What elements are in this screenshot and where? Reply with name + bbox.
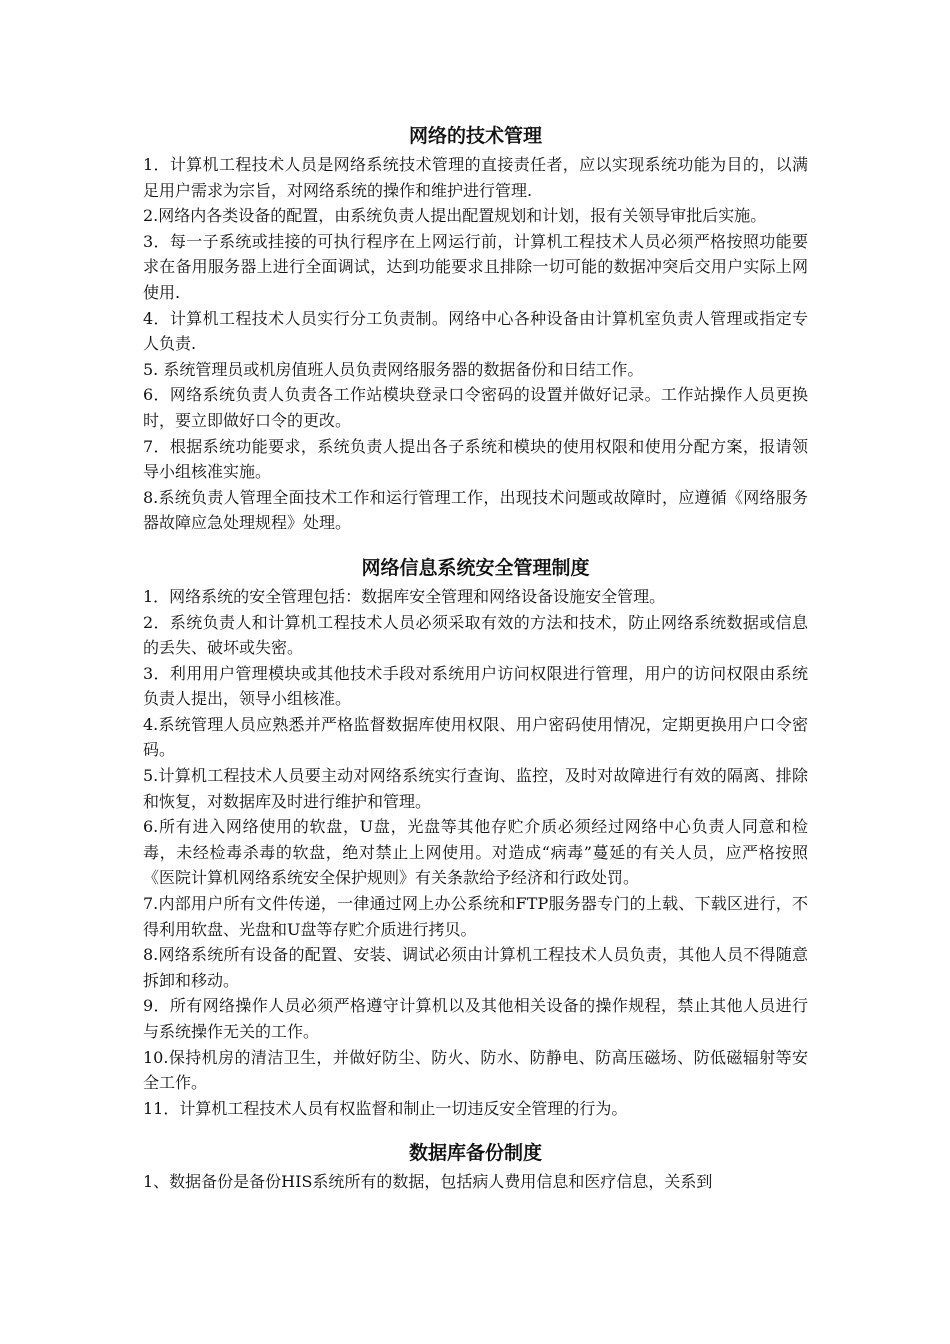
section-network-info-security xyxy=(143,552,808,1121)
paragraph: 3．利用用户管理模块或其他技术手段对系统用户访问权限进行管理，用户的访问权限由系统负责人提出，领导小组核准。 xyxy=(143,663,808,709)
paragraph: 1．网络系统的安全管理包括：数据库安全管理和网络设备设施安全管理。 xyxy=(143,586,666,606)
paragraph: 7．根据系统功能要求，系统负责人提出各子系统和模块的使用权限和使用分配方案，报请领导小组核准实施。 xyxy=(143,436,808,482)
section-network-tech-management xyxy=(143,120,808,536)
paragraph: 2．系统负责人和计算机工程技术人员必须采取有效的方法和技术，防止网络系统数据或信息的丢失、破坏或失密。 xyxy=(143,612,808,658)
paragraph: 3．每一子系统或挂接的可执行程序在上网运行前，计算机工程技术人员必须严格按照功能要求在备用服务器上进行全面调试，达到功能要求且排除一切可能的数据冲突后交用户实际上网使用. xyxy=(143,231,808,302)
paragraph: 1．计算机工程技术人员是网络系统技术管理的直接责任者，应以实现系统功能为目的，以满足用户需求为宗旨，对网络系统的操作和维护进行管理. xyxy=(143,155,808,200)
paragraph: 5.计算机工程技术人员要主动对网络系统实行查询、监控，及时对故障进行有效的隔离、排除和恢复，对数据库及时进行维护和管理。 xyxy=(143,766,808,811)
section-database-backup xyxy=(143,1137,808,1195)
paragraph: 10.保持机房的清洁卫生，并做好防尘、防火、防水、防静电、防高压磁场、防低磁辐射等安全工作。 xyxy=(143,1047,808,1093)
paragraph: 4.系统管理人员应熟悉并严格监督数据库使用权限、用户密码使用情况，定期更换用户口令密码。 xyxy=(143,714,808,760)
section-title: 数据库备份制度 xyxy=(408,1142,542,1165)
section-title: 网络信息系统安全管理制度 xyxy=(361,556,590,579)
paragraph: 1、数据备份是备份HIS系统所有的数据，包括病人费用信息和医疗信息，关系到 xyxy=(143,1172,713,1192)
document-page xyxy=(143,120,808,1211)
paragraph: 5. 系统管理员或机房值班人员负责网络服务器的数据备份和日结工作。 xyxy=(143,359,644,379)
paragraph: 6.所有进入网络使用的软盘，U盘，光盘等其他存贮介质必须经过网络中心负责人同意和检毒，未经检毒杀毒的软盘，绝对禁止上网使用。对造成“病毒”蔓延的有关人员，应严格按照《医院计算机网络系统安全保护规则》有关条款给予经济和行政处罚。 xyxy=(143,817,808,888)
paragraph: 6．网络系统负责人负责各工作站模块登录口令密码的设置并做好记录。工作站操作人员更换时，要立即做好口令的更改。 xyxy=(143,385,808,430)
paragraph: 11．计算机工程技术人员有权监督和制止一切违反安全管理的行为。 xyxy=(143,1098,628,1118)
paragraph: 8.网络系统所有设备的配置、安装、调试必须由计算机工程技术人员负责，其他人员不得随意拆卸和移动。 xyxy=(143,945,808,990)
section-title: 网络的技术管理 xyxy=(408,125,542,147)
paragraph: 8.系统负责人管理全面技术工作和运行管理工作，出现技术问题或故障时，应遵循《网络服务器故障应急处理规程》处理。 xyxy=(143,487,808,533)
paragraph: 2.网络内各类设备的配置，由系统负责人提出配置规划和计划，报有关领导审批后实施。 xyxy=(143,206,767,226)
paragraph: 9．所有网络操作人员必须严格遵守计算机以及其他相关设备的操作规程，禁止其他人员进行与系统操作无关的工作。 xyxy=(143,996,808,1041)
paragraph: 7.内部用户所有文件传递，一律通过网上办公系统和FTP服务器专门的上载、下载区进行，不得利用软盘、光盘和U盘等存贮介质进行拷贝。 xyxy=(143,894,808,939)
paragraph: 4．计算机工程技术人员实行分工负责制。网络中心各种设备由计算机室负责人管理或指定专人负责. xyxy=(143,308,808,354)
